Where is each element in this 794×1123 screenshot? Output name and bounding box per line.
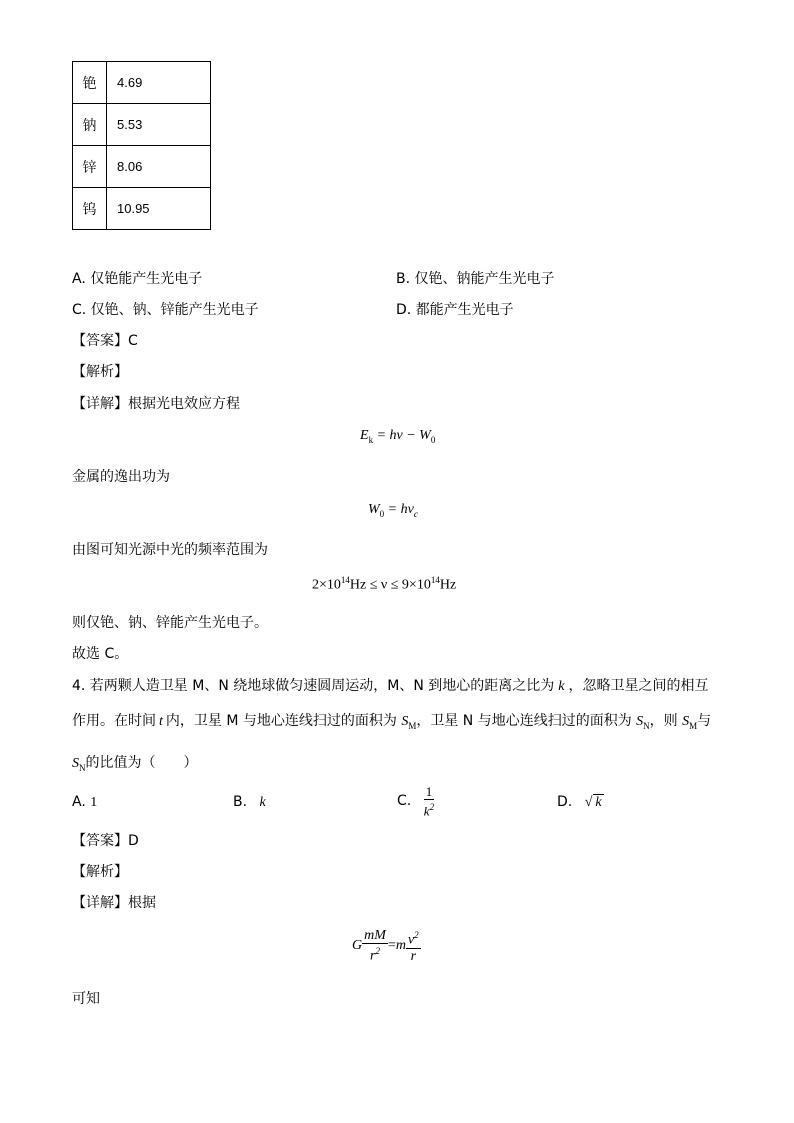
option-value: 1	[90, 795, 98, 810]
eq-exponent: 14	[430, 575, 440, 585]
fraction	[362, 928, 388, 964]
fraction-denominator: r	[410, 948, 417, 964]
eq-subscript: M	[689, 720, 698, 731]
fraction-num-var: v	[407, 932, 415, 948]
eq-subscript: c	[413, 508, 418, 519]
eq-part: Hz	[439, 577, 457, 593]
q4-answer: 【答案】D	[72, 833, 139, 849]
fraction-denominator	[362, 944, 388, 964]
q4-stem-line2	[72, 710, 711, 731]
q4-option-a	[72, 794, 97, 811]
eq-symbol: G	[352, 937, 363, 953]
q4-detail: 【详解】根据	[72, 895, 156, 911]
eq-symbol: E	[360, 428, 369, 443]
eq-exponent: 14	[340, 575, 350, 585]
option-label: C.	[397, 793, 412, 810]
equation-photoelectric	[360, 428, 435, 445]
metal-value: 10.95	[107, 188, 211, 230]
option-label: A.	[72, 794, 86, 810]
q4-option-d	[557, 794, 604, 811]
eq-subscript: N	[643, 720, 650, 731]
q3-option-c: C. 仅铯、钠、锌能产生光电子	[72, 302, 259, 318]
q4-text: ，忽略卫星之间的相互	[568, 678, 709, 694]
eq-symbol: W	[368, 502, 380, 517]
metal-name: 钠	[73, 104, 107, 146]
equation-work-function	[368, 502, 418, 519]
q3-choose: 故选 C。	[72, 646, 129, 662]
q4-text: ，卫星 N 与地心连线扫过的面积为	[416, 713, 632, 729]
eq-exponent: 2	[429, 802, 435, 812]
q4-text: 内，卫星 M 与地心连线扫过的面积为	[165, 713, 397, 729]
q4-var-sm: S	[401, 714, 409, 729]
q4-stem-line3	[72, 752, 198, 773]
q4-text: ，则	[649, 713, 678, 729]
fraction-den-var: k	[423, 803, 430, 819]
metal-work-function-table	[72, 61, 211, 230]
q4-text: 与	[697, 713, 712, 729]
q4-var-k: k	[558, 679, 565, 694]
q4-option-b	[233, 794, 266, 811]
q3-text-range: 由图可知光源中光的频率范围为	[72, 542, 268, 558]
metal-value: 5.53	[107, 104, 211, 146]
table-row	[73, 188, 211, 230]
eq-subscript: k	[368, 434, 374, 445]
equation-frequency-range	[312, 575, 456, 594]
option-value: k	[259, 795, 266, 810]
equation-gravitation	[352, 928, 421, 964]
q4-var-t: t	[159, 714, 163, 729]
metal-value: 8.06	[107, 146, 211, 188]
q4-text: 4. 若两颗人造卫星 M、N 绕地球做匀速圆周运动，M、N 到地心的距离之比为	[72, 678, 555, 694]
table-row	[73, 62, 211, 104]
table-row	[73, 146, 211, 188]
eq-subscript: N	[79, 762, 86, 773]
fraction-numerator: 1	[425, 784, 433, 799]
q3-conclusion: 则仅铯、钠、锌能产生光电子。	[72, 615, 268, 631]
eq-exponent: 2	[414, 930, 419, 940]
eq-part: Hz ≤ ν ≤ 9×10	[349, 577, 431, 593]
eq-equals: =	[387, 937, 396, 953]
q3-option-b: B. 仅铯、钠能产生光电子	[396, 271, 555, 287]
fraction-denominator	[424, 800, 435, 818]
q4-analysis-heading: 【解析】	[72, 864, 128, 880]
q3-text-work: 金属的逸出功为	[72, 469, 170, 485]
q3-analysis-heading: 【解析】	[72, 364, 128, 380]
eq-subscript: 0	[430, 434, 436, 445]
q4-option-c	[397, 784, 434, 818]
metal-value: 4.69	[107, 62, 211, 104]
q3-detail: 【详解】根据光电效应方程	[72, 396, 240, 412]
sqrt-icon: √	[584, 795, 593, 810]
q4-var-sn: S	[72, 756, 79, 771]
eq-exponent: 2	[375, 946, 380, 956]
fraction-numerator	[406, 928, 421, 949]
eq-subscript: 0	[379, 508, 385, 519]
q4-stem-line1	[72, 675, 708, 695]
q3-option-d: D. 都能产生光电子	[396, 302, 514, 318]
eq-symbol: m	[395, 937, 406, 953]
q3-option-a: A. 仅铯能产生光电子	[72, 271, 203, 287]
fraction-numerator: mM	[364, 928, 386, 943]
fraction	[424, 784, 435, 818]
metal-name: 锌	[73, 146, 107, 188]
fraction-den-var: r	[370, 948, 376, 964]
q4-var-sm: S	[682, 714, 690, 729]
eq-rhs: = hν	[387, 502, 414, 517]
q4-text: 作用。在时间	[72, 713, 156, 729]
option-label: B.	[233, 794, 248, 810]
fraction	[406, 928, 421, 964]
option-label: D.	[557, 794, 573, 810]
table-row	[73, 104, 211, 146]
q4-keyi: 可知	[72, 991, 100, 1007]
q4-text: 的比值为（ ）	[85, 755, 198, 771]
metal-name: 钨	[73, 188, 107, 230]
q4-var-sn: S	[636, 714, 644, 729]
eq-part: 2×10	[312, 577, 341, 593]
eq-rhs: = hν − W	[376, 428, 431, 443]
metal-name: 铯	[73, 62, 107, 104]
q3-answer: 【答案】C	[72, 333, 138, 349]
eq-subscript: M	[408, 720, 417, 731]
option-value: k	[595, 795, 602, 810]
